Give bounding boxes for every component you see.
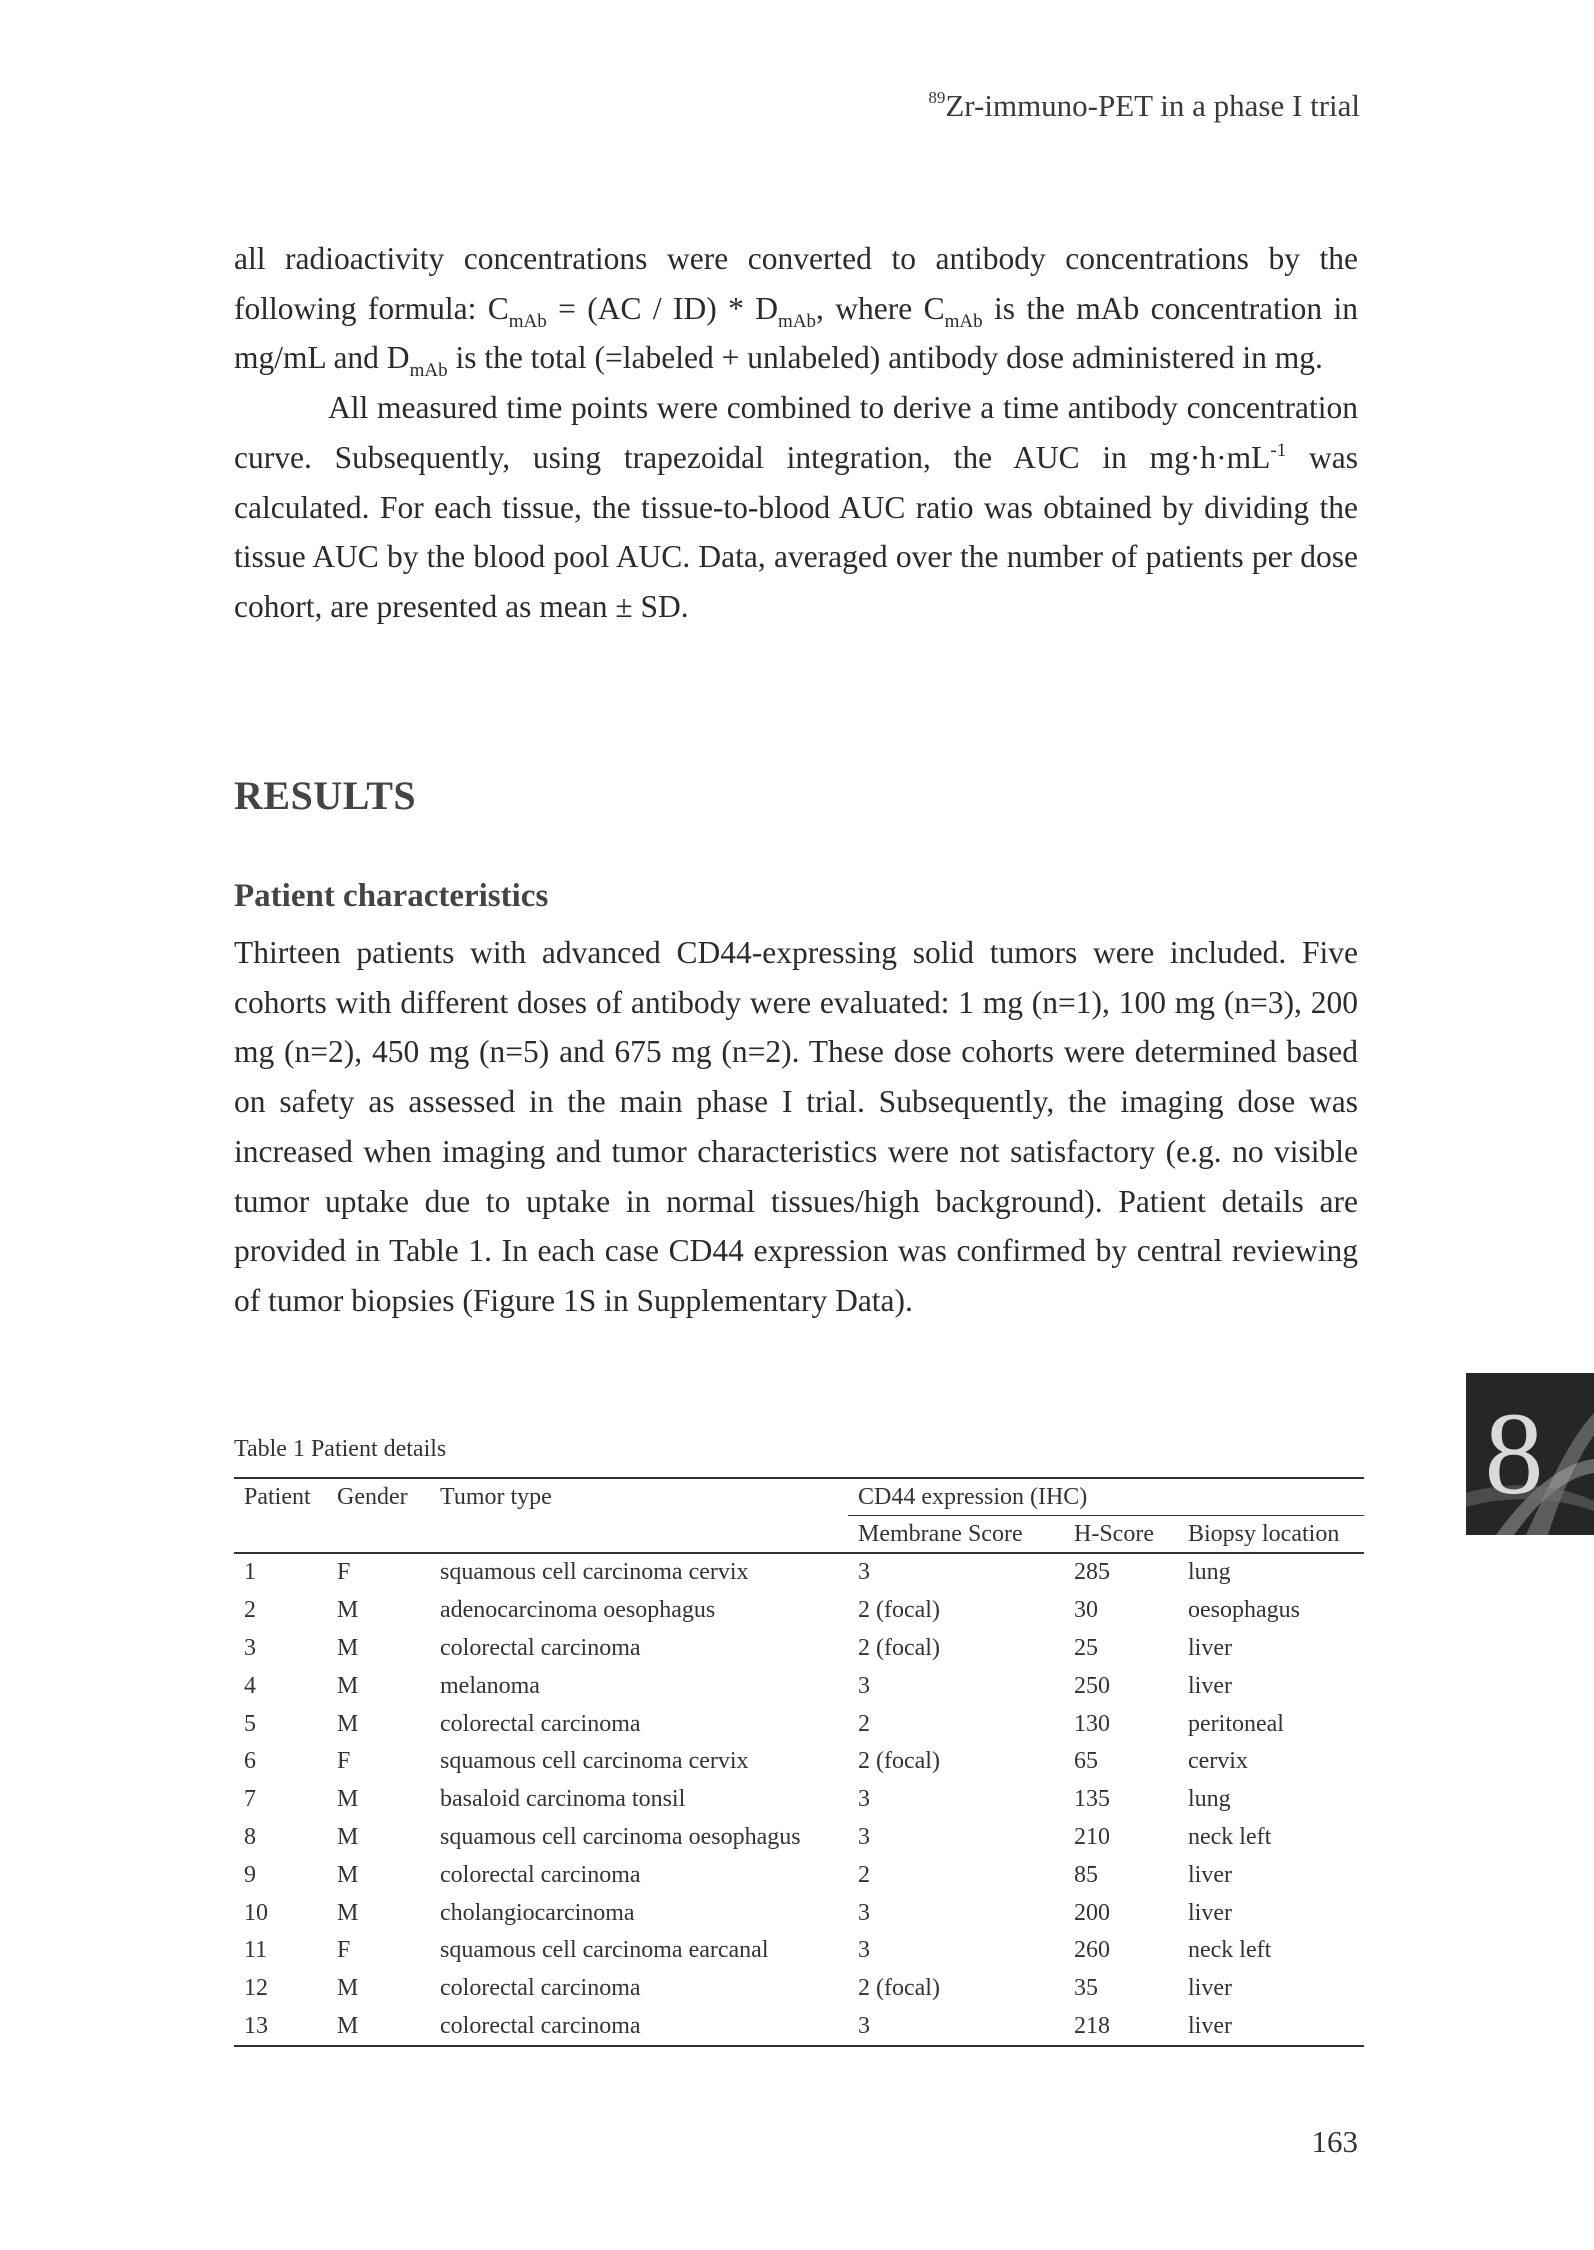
cell-h-score: 260 bbox=[1074, 1937, 1110, 1964]
cell-patient: 3 bbox=[244, 1634, 256, 1661]
cell-biopsy-location: liver bbox=[1178, 2008, 1364, 2047]
header-tumor-type: Tumor type bbox=[430, 1478, 848, 1516]
cell-membrane-score: 3 bbox=[858, 1672, 870, 1699]
chapter-number: 8 bbox=[1484, 1388, 1544, 1519]
cell-biopsy-location: liver bbox=[1188, 1672, 1232, 1699]
cell-gender: M bbox=[337, 1710, 359, 1737]
running-head-isotope-mass: 89 bbox=[928, 88, 946, 107]
cell-h-score: 250 bbox=[1074, 1672, 1110, 1699]
cell-gender: M bbox=[337, 1861, 359, 1888]
patient-details-table bbox=[234, 1477, 1364, 2047]
header-cd44-expression: CD44 expression (IHC) bbox=[848, 1478, 1364, 1516]
subsection-heading: Patient characteristics bbox=[234, 878, 549, 914]
cell-gender: F bbox=[337, 1559, 351, 1586]
cell-patient: 9 bbox=[244, 1861, 256, 1888]
cell-patient: 2 bbox=[244, 1597, 256, 1624]
subscript-mab: mAb bbox=[778, 310, 817, 332]
cell-tumor-type: colorectal carcinoma bbox=[440, 1634, 641, 1661]
auc-text-2: was calculated. For each tissue, the tissue-to-blood AUC ratio was obtained by dividing the tissue AUC by the blood pool AUC. Data, averaged over the number of patients per dose cohort, are presented as mean ± SD. bbox=[234, 439, 1358, 624]
cell-biopsy-location: lung bbox=[1188, 1559, 1231, 1586]
table-row bbox=[234, 1932, 1364, 1970]
cell-biopsy-location: liver bbox=[1188, 1861, 1232, 1888]
table-row bbox=[234, 2008, 1364, 2047]
cell-tumor-type: colorectal carcinoma bbox=[430, 2008, 848, 2047]
patients-paragraph-text: Thirteen patients with advanced CD44-expressing solid tumors were included. Five cohorts with different doses of antibody were evaluated: 1 mg (n=1), 100 mg (n=3), 200 mg (n=2), 450 mg (n=5) and 675 mg (n=2). These dose cohorts were determined based on safety as assessed in the main phase I trial. Subsequently, the imaging dose was increased when imaging and tumor characteristics were not satisfactory (e.g. no visible tumor uptake due to uptake in normal tissues/high background). Patient details are provided in Table 1. In each case CD44 expression was confirmed by central reviewing of tumor biopsies (Figure 1S in Supplementary Data). bbox=[234, 935, 1358, 1318]
superscript-minus-one: -1 bbox=[1270, 439, 1287, 461]
cell-membrane-score: 3 bbox=[858, 1899, 870, 1926]
cell-membrane-score: 2 (focal) bbox=[858, 1634, 940, 1661]
cell-gender: M bbox=[337, 1899, 359, 1926]
cell-membrane-score: 3 bbox=[858, 1559, 870, 1586]
cell-tumor-type: colorectal carcinoma bbox=[440, 1710, 641, 1737]
header-membrane-score: Membrane Score bbox=[848, 1516, 1064, 1554]
cell-h-score: 65 bbox=[1074, 1748, 1098, 1775]
table-row bbox=[234, 1667, 1364, 1705]
cell-h-score: 85 bbox=[1074, 1861, 1098, 1888]
cell-tumor-type: squamous cell carcinoma oesophagus bbox=[440, 1823, 801, 1850]
cell-patient: 5 bbox=[244, 1710, 256, 1737]
table-row bbox=[234, 1553, 1364, 1592]
methods-text-3: , where C bbox=[816, 290, 945, 326]
cell-tumor-type: basaloid carcinoma tonsil bbox=[440, 1786, 686, 1813]
patients-paragraph bbox=[234, 928, 1358, 1326]
cell-tumor-type: colorectal carcinoma bbox=[440, 1975, 641, 2002]
cell-gender: F bbox=[337, 1748, 351, 1775]
methods-text-5: is the total (=labeled + unlabeled) antibody dose administered in mg. bbox=[447, 340, 1323, 376]
cell-tumor-type: adenocarcinoma oesophagus bbox=[440, 1597, 716, 1624]
cell-gender: M bbox=[327, 2008, 430, 2047]
header-h-score: H-Score bbox=[1064, 1516, 1178, 1554]
cell-gender: M bbox=[337, 1975, 359, 2002]
table-row bbox=[234, 1819, 1364, 1857]
cell-patient: 13 bbox=[234, 2008, 327, 2047]
header-gender: Gender bbox=[327, 1478, 430, 1516]
page-number: 163 bbox=[1311, 2124, 1358, 2159]
table-row bbox=[234, 1743, 1364, 1781]
table-caption: Table 1 Patient details bbox=[234, 1436, 447, 1462]
header-patient: Patient bbox=[234, 1478, 327, 1516]
table-row bbox=[234, 1856, 1364, 1894]
cell-h-score: 30 bbox=[1074, 1597, 1098, 1624]
cell-biopsy-location: peritoneal bbox=[1188, 1710, 1284, 1737]
cell-h-score: 210 bbox=[1074, 1823, 1110, 1850]
cell-tumor-type: melanoma bbox=[440, 1672, 540, 1699]
table-body bbox=[234, 1553, 1364, 2046]
cell-membrane-score: 2 (focal) bbox=[858, 1597, 940, 1624]
methods-text-1: all radioactivity concentrations were converted to antibody concentrations by the following formula: C bbox=[234, 241, 1358, 326]
cell-membrane-score: 2 bbox=[858, 1861, 870, 1888]
cell-membrane-score: 3 bbox=[858, 1786, 870, 1813]
cell-gender: M bbox=[337, 1634, 359, 1661]
cell-gender: M bbox=[337, 1786, 359, 1813]
cell-h-score: 25 bbox=[1074, 1634, 1098, 1661]
cell-tumor-type: squamous cell carcinoma cervix bbox=[440, 1559, 749, 1586]
cell-biopsy-location: oesophagus bbox=[1188, 1597, 1300, 1624]
cell-gender: M bbox=[337, 1672, 359, 1699]
cell-tumor-type: squamous cell carcinoma earcanal bbox=[440, 1937, 769, 1964]
cell-patient: 8 bbox=[244, 1823, 256, 1850]
table-row bbox=[234, 1630, 1364, 1668]
cell-patient: 10 bbox=[244, 1899, 268, 1926]
cell-biopsy-location: cervix bbox=[1188, 1748, 1248, 1775]
cell-membrane-score: 2 bbox=[858, 1710, 870, 1737]
cell-membrane-score: 3 bbox=[858, 1823, 870, 1850]
cell-gender: F bbox=[337, 1937, 351, 1964]
cell-h-score: 130 bbox=[1074, 1710, 1110, 1737]
cell-biopsy-location: lung bbox=[1188, 1786, 1231, 1813]
cell-gender: M bbox=[337, 1823, 359, 1850]
cell-biopsy-location: liver bbox=[1188, 1634, 1232, 1661]
cell-h-score: 285 bbox=[1074, 1559, 1110, 1586]
auc-paragraph bbox=[234, 383, 1358, 632]
cell-biopsy-location: neck left bbox=[1188, 1937, 1272, 1964]
cell-tumor-type: colorectal carcinoma bbox=[440, 1861, 641, 1888]
cell-membrane-score: 2 (focal) bbox=[858, 1975, 940, 2002]
cell-patient: 6 bbox=[244, 1748, 256, 1775]
cell-h-score: 200 bbox=[1074, 1899, 1110, 1926]
methods-text-2: = (AC / ID) * D bbox=[546, 290, 779, 326]
subscript-mab: mAb bbox=[409, 360, 448, 382]
cell-patient: 12 bbox=[244, 1975, 268, 2002]
table-row bbox=[234, 1970, 1364, 2008]
cell-patient: 4 bbox=[244, 1672, 256, 1699]
subscript-mab: mAb bbox=[944, 310, 983, 332]
cell-biopsy-location: liver bbox=[1188, 1899, 1232, 1926]
cell-h-score: 218 bbox=[1064, 2008, 1178, 2047]
auc-text-1: All measured time points were combined to derive a time antibody concentration curve. Subsequently, using trapezoidal integration, the AUC in mg·h·mL bbox=[234, 390, 1358, 475]
methods-paragraph bbox=[234, 234, 1358, 632]
table-row bbox=[234, 1781, 1364, 1819]
table-row bbox=[234, 1705, 1364, 1743]
cell-membrane-score: 3 bbox=[848, 2008, 1064, 2047]
table-row bbox=[234, 1592, 1364, 1630]
cell-membrane-score: 3 bbox=[858, 1937, 870, 1964]
cell-h-score: 135 bbox=[1074, 1786, 1110, 1813]
cell-gender: M bbox=[337, 1597, 359, 1624]
chapter-tab bbox=[1466, 1373, 1594, 1535]
cell-patient: 1 bbox=[244, 1559, 256, 1586]
header-biopsy-location: Biopsy location bbox=[1178, 1516, 1364, 1554]
cell-patient: 7 bbox=[244, 1786, 256, 1813]
cell-biopsy-location: liver bbox=[1188, 1975, 1232, 2002]
section-heading: RESULTS bbox=[234, 773, 417, 818]
cell-biopsy-location: neck left bbox=[1188, 1823, 1272, 1850]
cell-tumor-type: squamous cell carcinoma cervix bbox=[440, 1748, 749, 1775]
methods-text-4: is the mAb concentration in mg/mL and D bbox=[234, 290, 1358, 376]
cell-membrane-score: 2 (focal) bbox=[858, 1748, 940, 1775]
cell-tumor-type: cholangiocarcinoma bbox=[440, 1899, 635, 1926]
cell-h-score: 35 bbox=[1074, 1975, 1098, 2002]
running-head bbox=[928, 88, 1360, 124]
table-row bbox=[234, 1894, 1364, 1932]
running-head-title: Zr-immuno-PET in a phase I trial bbox=[945, 88, 1360, 123]
subscript-mab: mAb bbox=[508, 310, 547, 332]
cell-patient: 11 bbox=[244, 1937, 268, 1964]
